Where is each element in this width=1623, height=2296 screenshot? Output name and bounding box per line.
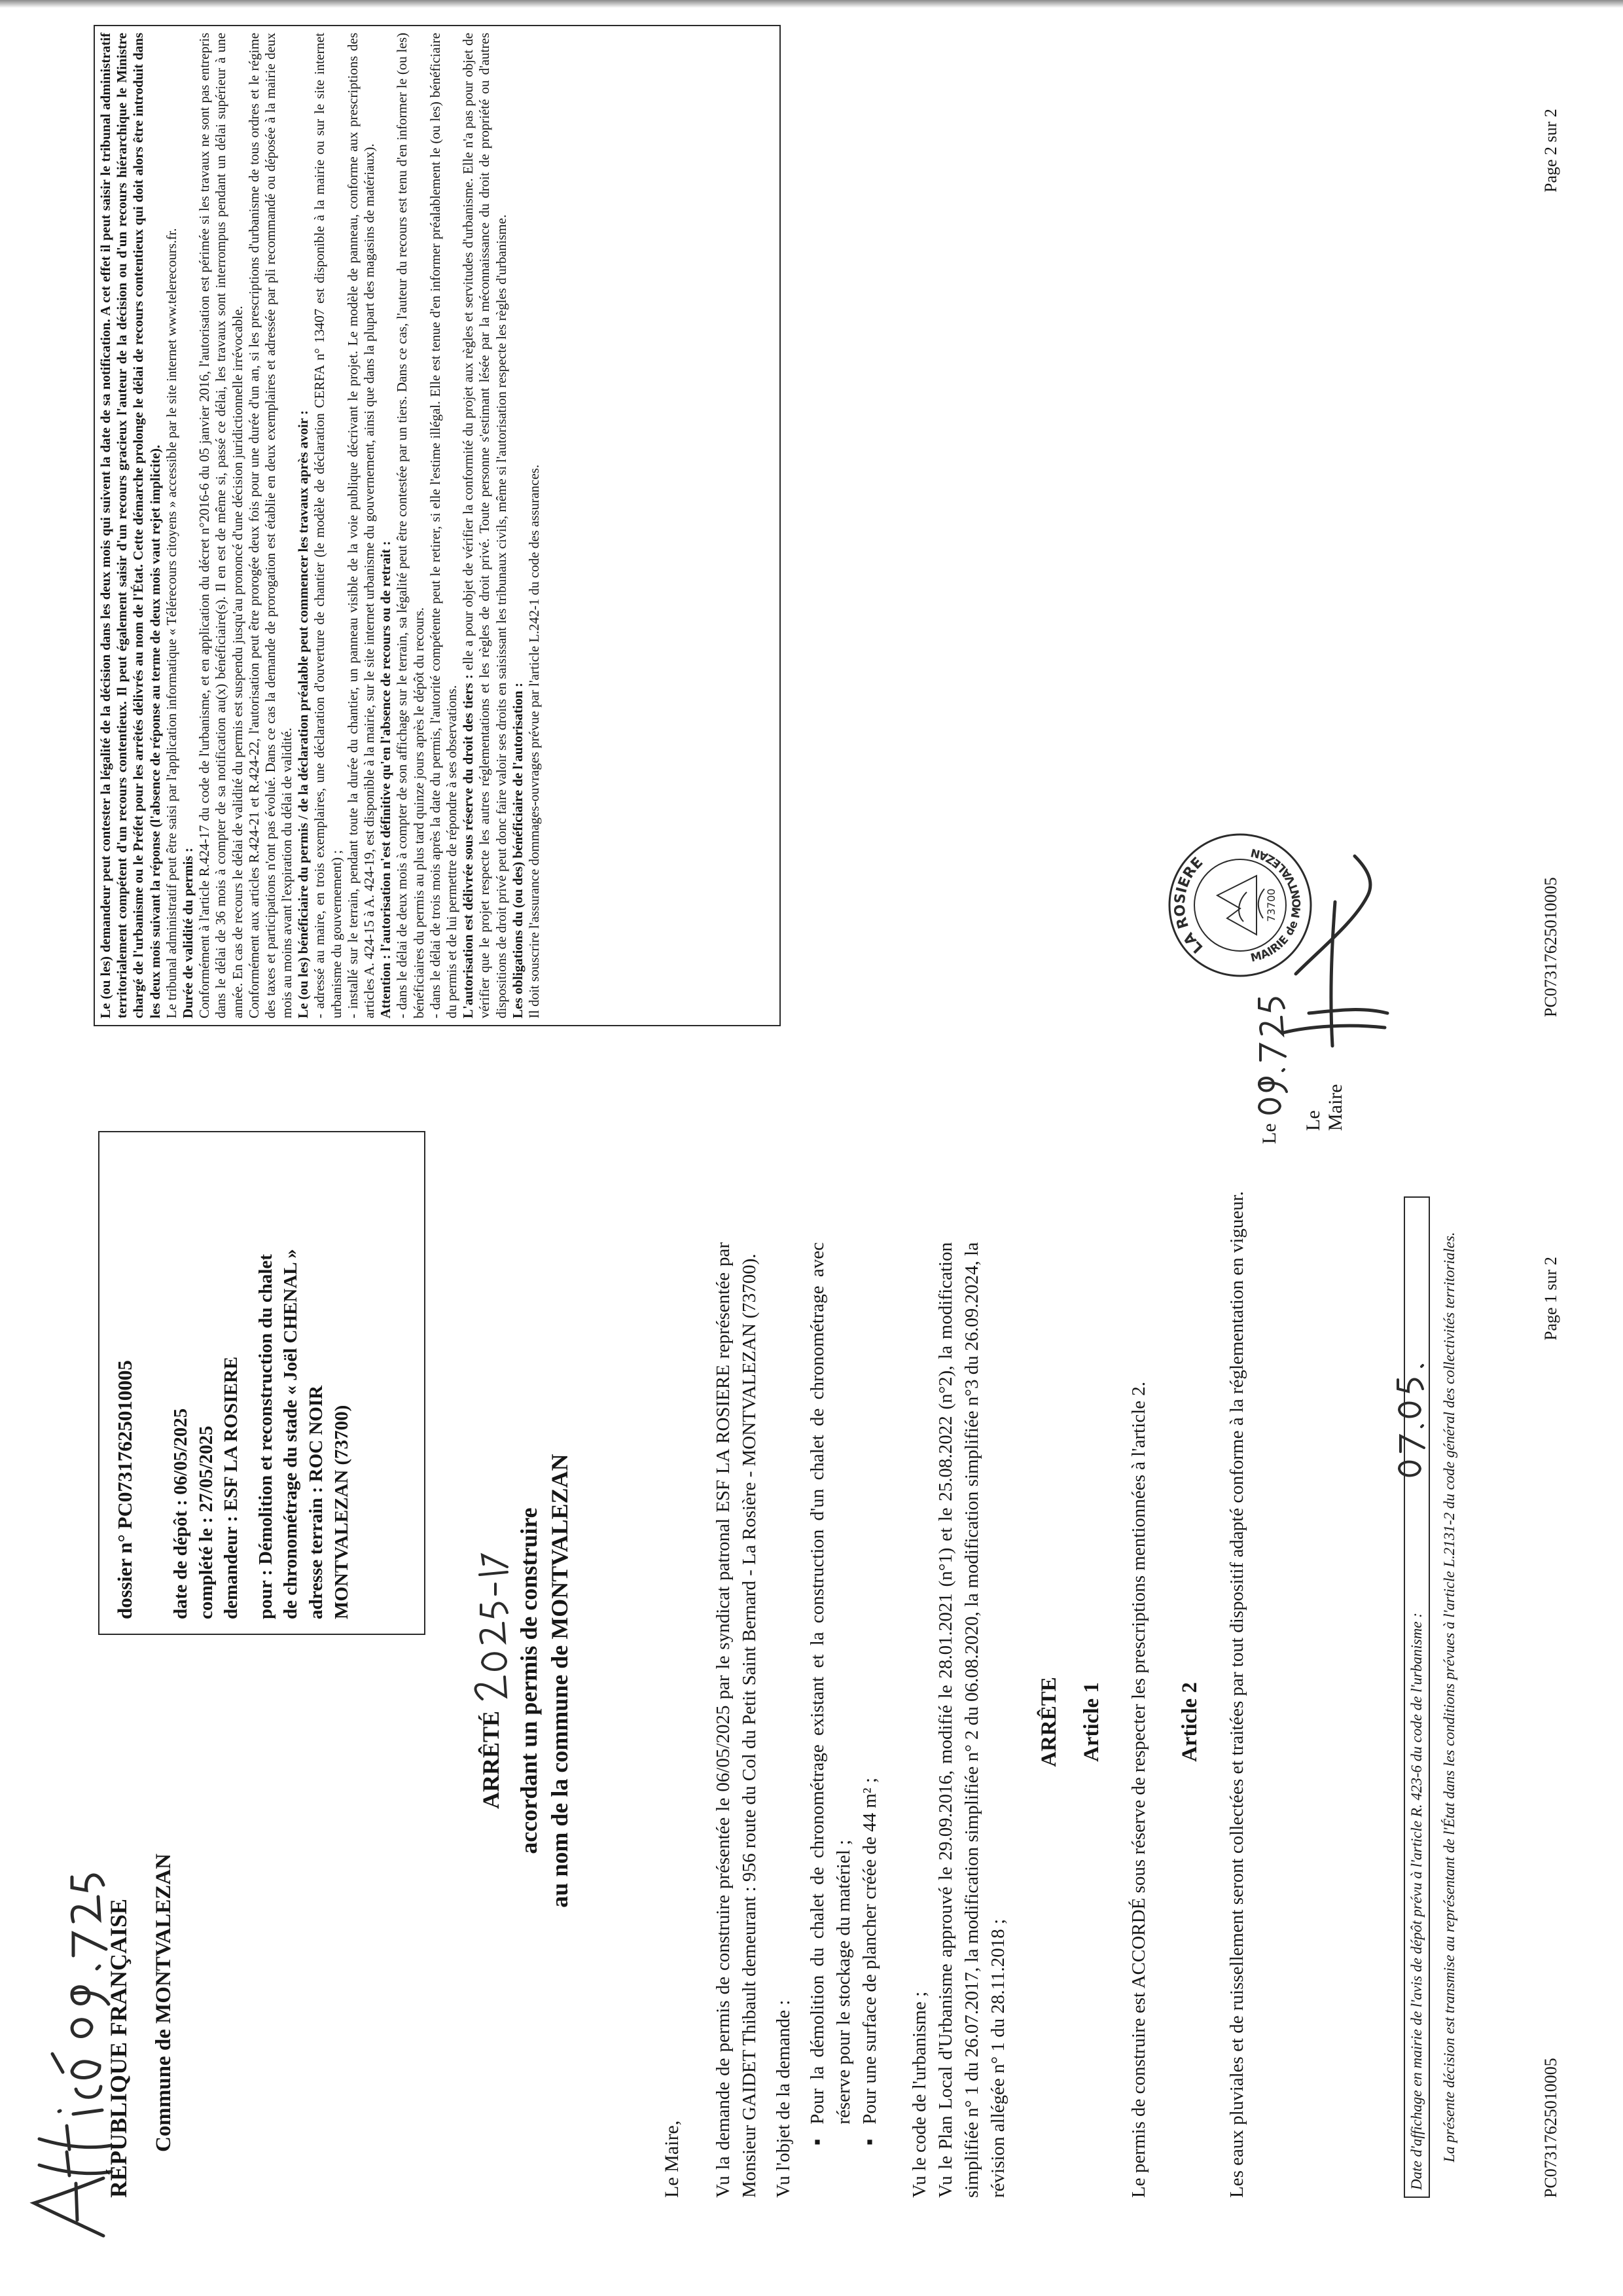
svg-text:LA ROSIERE: LA ROSIERE: [1171, 854, 1207, 956]
arrete-subtitle-2: au nom de la commune de MONTVALEZAN: [546, 1454, 573, 1908]
notice-prorogation: Conformément aux articles R.424-21 et R.424-22, l'autorisation peut être prorogée deux fois pour une durée d'un an, si les prescriptions d'urbanisme de tous ordres et le régime des taxes et participations n'ont pas évolué. Dans ce cas la demande de prorogation est établie en deux exemplaires et adressée par pli recommandé ou déposée à la mairie deux mois au moins avant l'expiration du délai de validité.: [245, 33, 295, 1018]
notice-assurance: Il doit souscrire l'assurance dommages-ouvrages prévue par l'article L.242-1 du code des assurances.: [526, 464, 542, 1018]
demandeur: demandeur : ESF LA ROSIERE: [221, 1356, 242, 1619]
footer-reference: PC07317625010005: [1541, 2058, 1560, 2198]
notice-panneau: - installé sur le terrain, pendant toute la durée du chantier, un panneau visible de la voie publique décrivant le projet. Le modèle de panneau, conforme aux prescriptions des articles A. 424-15 à A. 424-19, est disponible à la mairie, sur le site internet urbanisme du gouvernement, ainsi que dans la plupart des magasins de matériaux).: [344, 33, 377, 1018]
vu-demande: Vu la demande de permis de construire présentée le 06/05/2025 par le syndicat patronal ESF LA ROSIERE représentée par Monsieur GAIDET Thibault demeurant : 956 route du Col du Petit Saint Bernard - La Rosière - MONTVALEZAN (73700).: [713, 1242, 760, 2198]
footer-reference: PC07317625010005: [1541, 877, 1560, 1017]
handwritten-affichage-date: [1389, 1354, 1428, 1478]
vu-plu: Vu le Plan Local d'Urbanisme approuvé le 29.09.2016, modifié le 28.01.2021 (n°1) et le 25.08.2022 (n°2), la modification simplifiée n° 1 du 26.07.2017, la modification simplifiée n° 2 du 06.08.2020, la modification simplifiée n°3 du 26.09.2024, la révision allégée n° 1 du 28.11.2018 ;: [935, 1242, 1009, 2198]
le-maire-label: Le Maire,: [661, 2120, 683, 2198]
article-2-text: Les eaux pluviales et de ruissellement seront collectées et traitées par tout dispositif adapté conforme à la réglementation en vigueur.: [1226, 1191, 1247, 2198]
arrete-subtitle-1: accordant un permis de construire: [516, 1507, 542, 1854]
objet-line-1: pour : Démolition et reconstruction du chalet: [255, 1254, 276, 1619]
dossier-number: dossier n° PC07317625010005: [113, 1360, 136, 1619]
article-2-heading: Article 2: [1178, 1682, 1202, 1762]
bullet-icon: ▪: [807, 2138, 829, 2145]
bullet-icon: ▪: [859, 2138, 881, 2145]
commune-name: Commune de MONTVALEZAN: [152, 1854, 175, 2152]
bullet-item: ▪ Pour la démolition du chalet de chronométrage existant et la construction d'un chalet de chronométrage avec réserve pour le stockage du matériel ;: [804, 1242, 857, 2198]
svg-text:73700: 73700: [1265, 888, 1277, 922]
date-depot: date de dépôt : 06/05/2025: [170, 1408, 192, 1619]
transmission-note: La présente décision est transmise au représentant de l'État dans les conditions prévues à l'article L.2131-2 du code général des collectivités territoriales.: [1441, 1232, 1457, 2162]
legal-notice-box: [94, 25, 781, 1026]
date-affichage-box: [1404, 1196, 1430, 2198]
objet-line-2: de chronométrage du stade « Joël CHENAL »: [280, 1249, 302, 1619]
notice-retrait: - dans le délai de trois mois après la date du permis, l'autorité compétente peut le retirer, si elle l'estime illégal. Elle est tenue d'en informer préalablement le (ou les) bénéficiaire du permis et de lui permettre de répondre à ses observations.: [427, 33, 459, 1018]
footer-page-number: Page 1 sur 2: [1541, 1257, 1560, 1340]
dossier-box: [98, 1131, 425, 1635]
article-1-heading: Article 1: [1080, 1682, 1103, 1762]
heading-obligations: Les obligations du (ou des) bénéficiaire de l'autorisation :: [509, 683, 526, 1018]
heading-attention: Attention : l'autorisation n'est définitive qu'en l'absence de recours ou de retrait :: [378, 541, 394, 1018]
arrete-label: ARRÊTÉ: [477, 1710, 504, 1810]
vu-code-urbanisme: Vu le code de l'urbanisme ;: [909, 1991, 931, 2198]
notice-recours: Le (ou les) demandeur peut contester la légalité de la décision dans les deux mois qui suivent la date de sa notification. A cet effet il peut saisir le tribunal administratif territorialement compétent d'un recours contentieux. Il peut également saisir d'un recours gracieux l'auteur de la décision ou d'un recours hiérarchique le Ministre chargé de l'urbanisme ou le Préfet pour les arrêtés délivrés au nom de l'État. Cette démarche prolonge le délai de recours contentieux qui doit alors être introduit dans les deux mois suivant la réponse (l'absence de réponse au terme de deux mois vaut rejet implicite).: [98, 33, 163, 1018]
notice-affichage-recours: - dans le délai de deux mois à compter de son affichage sur le terrain, sa légalité peut être contestée par un tiers. Dans ce cas, l'auteur du recours est tenu d'en informer le (ou les) bénéficiaires du permis au plus tard quinze jours après le dépôt du recours.: [394, 33, 427, 1018]
le-label: Le: [1258, 1123, 1280, 1144]
le-maire-signatory: Le Maire: [1302, 1084, 1346, 1131]
arrete-heading: ARRÊTE: [1037, 1677, 1061, 1767]
handwritten-arrete-number: [468, 1552, 514, 1703]
svg-text:MAIRIE de MONTVALEZAN: MAIRIE de MONTVALEZAN: [1249, 845, 1304, 965]
footer-page-number: Page 2 sur 2: [1541, 109, 1560, 192]
heading-duree-validite: Durée de validité du permis :: [179, 848, 196, 1018]
adresse-terrain: adresse terrain : ROC NOIR: [306, 1385, 327, 1619]
handwritten-affiche-annotation: [26, 1838, 118, 2244]
bullet-item: ▪ Pour une surface de plancher créée de 44 m² ;: [857, 1242, 883, 2198]
date-affichage-text: Date d'affichage en mairie de l'avis de dépôt prévu à l'article R. 423-6 du code de l'urbanisme :: [1408, 1613, 1425, 2190]
visas: [710, 1242, 1011, 2198]
vu-objet: Vu l'objet de la demande :: [773, 2000, 794, 2198]
notice-telerecours: Le tribunal administratif peut être saisi par l'application informatique « Télérecours citoyens » accessible par le site internet www.telerecours.fr.: [163, 228, 179, 1018]
arrete-title: [468, 1432, 575, 1929]
heading-commencer-travaux: Le (ou les) bénéficiaire du permis / de la déclaration préalable peut commencer les travaux après avoir :: [295, 410, 312, 1018]
adresse-commune: MONTVALEZAN (73700): [330, 1405, 352, 1619]
republique-francaise: RÉPUBLIQUE FRANÇAISE: [105, 1898, 132, 2198]
notice-droit-tiers: L'autorisation est délivrée sous réserve du droit des tiers : elle a pour objet de vérifier la conformité du projet aux règles et servitudes d'urbanisme. Elle n'a pas pour objet de vérifier que le projet respecte les autres réglementations et les règles de droit privé. Toute personne s'estimant lésée par la méconnaissance du droit de propriété ou d'autres dispositions de droit privé peut donc faire valoir ses droits en saisissant les tribunaux civils, même si l'autorisation respecte les règles d'urbanisme.: [460, 33, 509, 1018]
notice-declaration-ouverture: - adressé au maire, en trois exemplaires, une déclaration d'ouverture de chantier (le modèle de déclaration CERFA n° 13407 est disponible à la mairie ou sur le site internet urbanisme du gouvernement) ;: [312, 33, 344, 1018]
date-complete: complété le : 27/05/2025: [195, 1426, 217, 1619]
article-1-text: Le permis de construire est ACCORDÉ sous réserve de respecter les prescriptions mentionnées à l'article 2.: [1128, 1381, 1149, 2198]
notice-duree: Conformément à l'article R.424-17 du code de l'urbanisme, et en application du décret n°2016-6 du 05 janvier 2016, l'autorisation est périmée si les travaux ne sont pas entrepris dans le délai de 36 mois à compter de sa notification au(x) bénéficiaire(s). Il en est de même si, passé ce délai, les travaux sont interrompus pendant un délai supérieur à une année. En cas de recours le délai de validité du permis est suspendu jusqu'au prononcé d'une décision juridictionnelle irrévocable.: [196, 33, 245, 1018]
